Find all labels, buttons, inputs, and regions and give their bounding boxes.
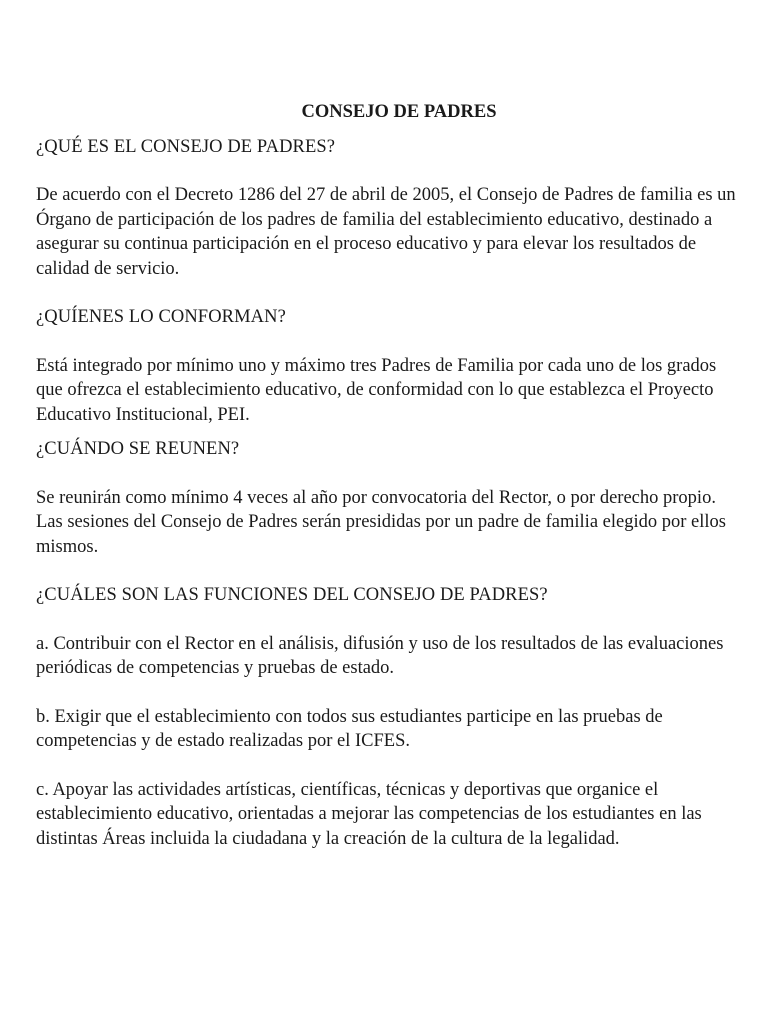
paragraph-composition: Está integrado por mínimo uno y máximo tres Padres de Familia por cada uno de los grados que ofrezca el establecimiento educativo, de conformidad con lo que establezca el Proyecto Educativo Institucional, PEI. — [36, 355, 717, 425]
document-page — [36, 100, 736, 851]
paragraph-meetings: Se reunirán como mínimo 4 veces al año por convocatoria del Rector, o por derecho propio. Las sesiones del Consejo de Padres serán presididas por un padre de familia elegido por ellos mismos. — [36, 487, 726, 557]
section-heading-who: ¿QUÍENES LO CONFORMAN? — [36, 307, 286, 327]
section-heading-what-is: ¿QUÉ ES EL CONSEJO DE PADRES? — [36, 136, 336, 157]
paragraph-definition: De acuerdo con el Decreto 1286 del 27 de abril de 2005, el Consejo de Padres de familia es un Órgano de participación de los padres de familia del establecimiento educativo, destinado a asegurar su continua participación en el proceso educativo y para elevar los resultados de calidad de servicio. — [36, 185, 736, 279]
section-heading-functions: ¿CUÁLES SON LAS FUNCIONES DEL CONSEJO DE PADRES? — [36, 585, 548, 605]
section-heading-when: ¿CUÁNDO SE REUNEN? — [36, 439, 240, 459]
function-item-b: b. Exigir que el establecimiento con todos sus estudiantes participe en las pruebas de competencias y de estado realizadas por el ICFES. — [36, 706, 663, 751]
function-item-a: a. Contribuir con el Rector en el análisis, difusión y uso de los resultados de las evaluaciones periódicas de competencias y pruebas de estado. — [36, 633, 724, 678]
function-item-c: c. Apoyar las actividades artísticas, científicas, técnicas y deportivas que organice el establecimiento educativo, orientadas a mejorar las competencias de los estudiantes en las distintas Áreas incluida la ciudadana y la creación de la cultura de la legalidad. — [36, 779, 702, 849]
document-title: CONSEJO DE PADRES — [301, 102, 497, 122]
